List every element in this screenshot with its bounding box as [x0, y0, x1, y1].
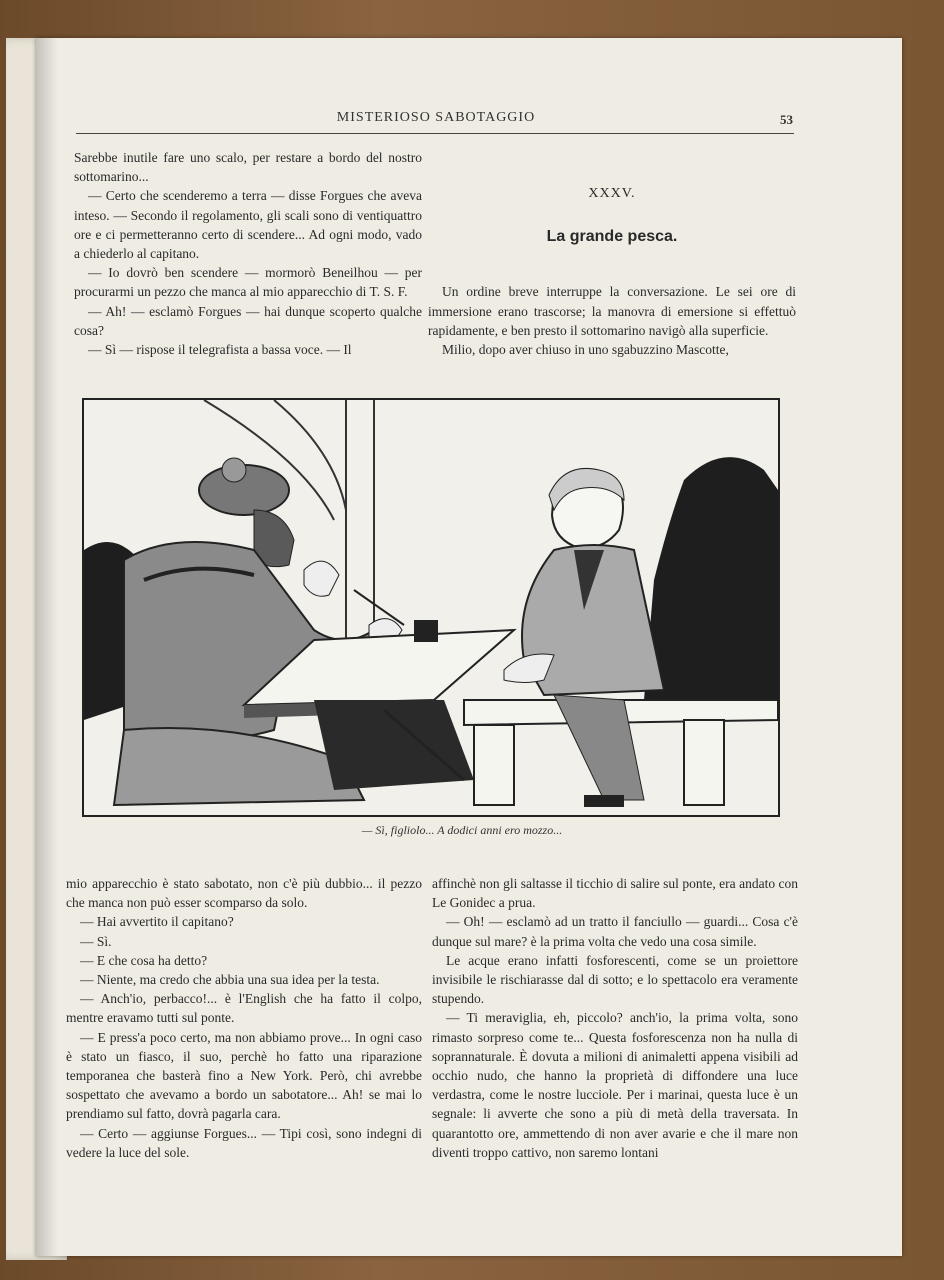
chapter-number: XXXV.: [588, 186, 636, 201]
running-head: MISTERIOSO SABOTAGGIO: [336, 110, 536, 125]
illustration: [82, 398, 780, 817]
paragraph: — Anch'io, perbacco!... è l'English che ha fatto il colpo, mentre eravamo tutti sul ponte.: [66, 991, 422, 1026]
header-rule: [76, 133, 794, 134]
paragraph: Le acque erano infatti fosforescenti, come se un proiettore invisibile le rischiarasse dal di sotto; e lo spettacolo era veramente stupendo.: [432, 952, 798, 1007]
paragraph: — Ah! — esclamò Forgues — hai dunque scoperto qualche cosa?: [74, 303, 422, 338]
paragraph: affinchè non gli saltasse il ticchio di salire sul ponte, era andato con Le Gonidec a prua.: [432, 876, 798, 911]
text-column-bottom-right: [432, 874, 798, 1162]
paragraph: — Ti meraviglia, eh, piccolo? anch'io, la prima volta, sono rimasto sorpreso come te... Questa fosforescenza non ha nulla di soprannaturale. È dovuta a milioni di animaletti appena visibili ad occhio nudo, che hanno la proprietà di diffondere una luce verdastra, come le nostre lucciole. Per i marinai, questa luce è un segnale: li avverte che sono a più di metà della traversata. In quarantotto ore, ammettendo di non aver avarie e che il mare non diventi troppo cattivo, non saremo lontani: [432, 1010, 798, 1160]
paragraph: — Hai avvertito il capitano?: [80, 914, 234, 930]
text-column-top-left: [74, 148, 422, 359]
paragraph: — Certo che scenderemo a terra — disse Forgues che aveva inteso. — Secondo il regolamento, gli scali sono di ventiquattro ore e ci permetteranno certo di scendere... Ad ogni modo, vado a chiederlo al capitano.: [74, 188, 422, 262]
illustration-caption: — Sì, figliolo... A dodici anni ero mozzo...: [361, 823, 563, 837]
paragraph: — Sì — rispose il telegrafista a bassa voce. — Il: [88, 342, 352, 358]
paragraph: — Oh! — esclamò ad un tratto il fanciullo — guardi... Cosa c'è dunque sul mare? è la prima volta che vedo una cosa simile.: [432, 914, 798, 949]
book-page: [36, 38, 902, 1256]
paragraph: — E che cosa ha detto?: [80, 952, 208, 968]
page-number: 53: [780, 112, 793, 127]
paragraph: — Io dovrò ben scendere — mormorò Beneilhou — per procurarmi un pezzo che manca al mio apparecchio di T. S. F.: [74, 265, 422, 300]
paragraph: Milio, dopo aver chiuso in uno sgabuzzino Mascotte,: [442, 342, 729, 358]
text-column-bottom-left: [66, 874, 422, 1162]
illustration-drawing: [84, 400, 778, 815]
paragraph: — E press'a poco certo, ma non abbiamo prove... In ogni caso è stato un fiasco, il suo, perchè ho fatto una riparazione temporanea che basterà fino a New York. Però, chi avrebbe sospettato che avevamo a bordo un sabotatore... Ah! se mai lo prendiamo sul fatto, dovrà pagarla cara.: [66, 1029, 422, 1122]
paragraph: — Certo — aggiunse Forgues... — Tipi così, sono indegni di vedere la luce del sole.: [66, 1125, 422, 1160]
paragraph: Sarebbe inutile fare uno scalo, per restare a bordo del nostro sottomarino...: [74, 150, 422, 185]
chapter-title: La grande pesca.: [546, 228, 678, 246]
paragraph: — Sì.: [80, 933, 112, 949]
text-column-top-right: [428, 178, 796, 359]
paragraph: — Niente, ma credo che abbia una sua idea per la testa.: [80, 972, 380, 988]
paragraph: Un ordine breve interruppe la conversazione. Le sei ore di immersione erano trascorse; la manovra di emersione si effettuò rapidamente, e ben presto il sottomarino navigò alla superficie.: [428, 284, 796, 338]
spine-shadow: [36, 38, 58, 1256]
paragraph: mio apparecchio è stato sabotato, non c'è più dubbio... il pezzo che manca non può esser scomparso da solo.: [66, 876, 422, 911]
